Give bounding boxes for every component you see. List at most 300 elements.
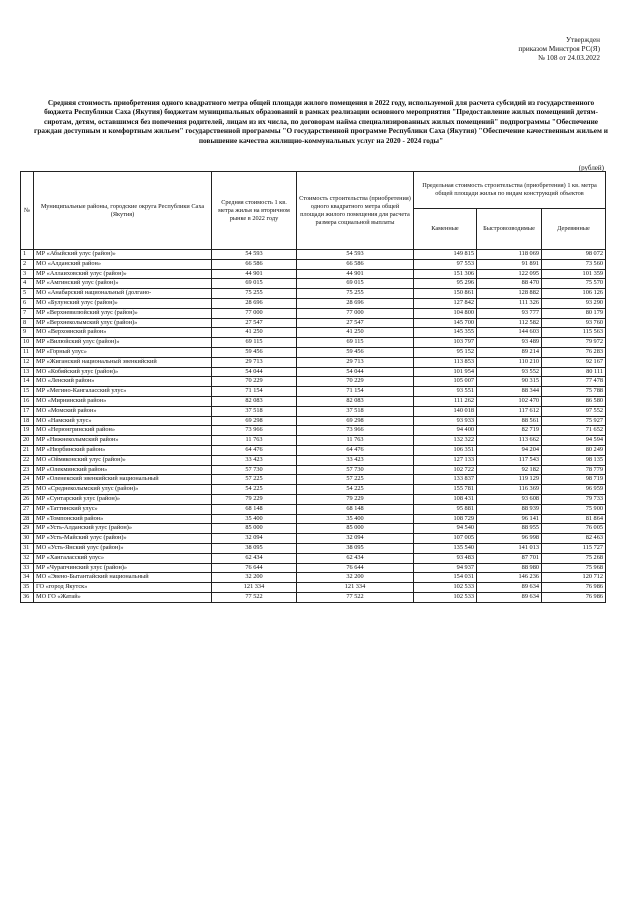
construction-cost-cell: 85 000	[297, 524, 414, 534]
wooden-cost-cell: 80 179	[542, 308, 606, 318]
construction-cost-cell: 69 015	[297, 279, 414, 289]
wooden-cost-cell: 96 959	[542, 485, 606, 495]
table-row	[21, 563, 606, 573]
stone-cost-cell: 95 881	[414, 504, 477, 514]
document-title: Средняя стоимость приобретения одного квадратного метра общей площади жилого помещения в 2022 году, используемой для расчета субсидий из государственного бюджета Республики Саха (Якутия) бюджетам муниципальных образований в рамках реализации основного мероприятия "Предоставление жилых помещений детям-сиротам, детям, оставшимся без попечения родителей, лицам из их числа, по договорам найма специализированных жилых помещений" подпрограммы "Обеспечение граждан доступным и комфортным жильем" государственной программы "О государственной программе Республики Саха (Якутия) "Обеспечение качественным жильем и повышение качества жилищно-коммунальных услуг на 2020 - 2024 годы"	[34, 98, 608, 145]
stone-cost-cell: 135 540	[414, 543, 477, 553]
stone-cost-cell: 93 551	[414, 387, 477, 397]
table-row	[21, 328, 606, 338]
stone-cost-cell: 93 483	[414, 553, 477, 563]
header-district: Муниципальные районы, городские округа Республики Саха (Якутия)	[34, 172, 212, 250]
avg-cost-cell: 71 154	[212, 387, 297, 397]
construction-cost-cell: 69 298	[297, 416, 414, 426]
wooden-cost-cell: 76 986	[542, 592, 606, 602]
avg-cost-cell: 85 000	[212, 524, 297, 534]
wooden-cost-cell: 77 478	[542, 377, 606, 387]
stone-cost-cell: 95 296	[414, 279, 477, 289]
table-row	[21, 259, 606, 269]
construction-cost-cell: 62 434	[297, 553, 414, 563]
row-number: 8	[21, 318, 34, 328]
wooden-cost-cell: 76 005	[542, 524, 606, 534]
table-body	[21, 250, 606, 603]
construction-cost-cell: 77 000	[297, 308, 414, 318]
construction-cost-cell: 77 522	[297, 592, 414, 602]
wooden-cost-cell: 78 779	[542, 465, 606, 475]
stone-cost-cell: 113 853	[414, 357, 477, 367]
stone-cost-cell: 108 431	[414, 494, 477, 504]
fast-erect-cost-cell: 128 882	[477, 289, 542, 299]
row-number: 22	[21, 455, 34, 465]
fast-erect-cost-cell: 88 955	[477, 524, 542, 534]
stone-cost-cell: 93 933	[414, 416, 477, 426]
unit-label: (рублей)	[578, 164, 604, 172]
stone-cost-cell: 154 031	[414, 573, 477, 583]
table-row	[21, 583, 606, 593]
row-number: 4	[21, 279, 34, 289]
row-number: 27	[21, 504, 34, 514]
avg-cost-cell: 69 115	[212, 338, 297, 348]
fast-erect-cost-cell: 87 701	[477, 553, 542, 563]
construction-cost-cell: 54 593	[297, 250, 414, 260]
district-name: МО «Усть-Янский улус (район)»	[34, 543, 212, 553]
district-name: МР «Оленекский эвенкийский национальный	[34, 475, 212, 485]
row-number: 34	[21, 573, 34, 583]
avg-cost-cell: 27 547	[212, 318, 297, 328]
district-name: МР «Мегино-Кангаласский улус»	[34, 387, 212, 397]
row-number: 14	[21, 377, 34, 387]
avg-cost-cell: 64 476	[212, 445, 297, 455]
stone-cost-cell: 149 815	[414, 250, 477, 260]
district-name: МР «Таттинский улус»	[34, 504, 212, 514]
wooden-cost-cell: 75 268	[542, 553, 606, 563]
table-row	[21, 416, 606, 426]
construction-cost-cell: 32 200	[297, 573, 414, 583]
table-row	[21, 308, 606, 318]
row-number: 20	[21, 436, 34, 446]
stone-cost-cell: 101 954	[414, 367, 477, 377]
stone-cost-cell: 102 533	[414, 592, 477, 602]
district-name: МО «Ленский район»	[34, 377, 212, 387]
avg-cost-cell: 11 763	[212, 436, 297, 446]
avg-cost-cell: 73 966	[212, 426, 297, 436]
row-number: 3	[21, 269, 34, 279]
fast-erect-cost-cell: 89 214	[477, 347, 542, 357]
district-name: МО «Оймяконский улус (район)»	[34, 455, 212, 465]
cost-table	[20, 171, 606, 603]
row-number: 26	[21, 494, 34, 504]
stone-cost-cell: 108 729	[414, 514, 477, 524]
construction-cost-cell: 28 696	[297, 298, 414, 308]
approval-line-3: № 108 от 24.03.2022	[537, 54, 600, 62]
table-row	[21, 289, 606, 299]
table-row	[21, 298, 606, 308]
wooden-cost-cell: 75 900	[542, 504, 606, 514]
stone-cost-cell: 102 722	[414, 465, 477, 475]
table-row	[21, 436, 606, 446]
avg-cost-cell: 33 423	[212, 455, 297, 465]
header-avg-cost: Средняя стоимость 1 кв. метра жилья на вторичном рынке в 2022 году	[212, 172, 297, 250]
row-number: 23	[21, 465, 34, 475]
stone-cost-cell: 94 540	[414, 524, 477, 534]
fast-erect-cost-cell: 111 326	[477, 298, 542, 308]
table-row	[21, 250, 606, 260]
district-name: МО «Момский район»	[34, 406, 212, 416]
fast-erect-cost-cell: 93 552	[477, 367, 542, 377]
fast-erect-cost-cell: 102 470	[477, 396, 542, 406]
table-row	[21, 426, 606, 436]
wooden-cost-cell: 86 580	[542, 396, 606, 406]
district-name: МР «Аллаиховский улус (район)»	[34, 269, 212, 279]
stone-cost-cell: 111 262	[414, 396, 477, 406]
avg-cost-cell: 68 148	[212, 504, 297, 514]
construction-cost-cell: 71 154	[297, 387, 414, 397]
construction-cost-cell: 73 966	[297, 426, 414, 436]
stone-cost-cell: 127 842	[414, 298, 477, 308]
district-name: МО «Мирнинский район»	[34, 396, 212, 406]
construction-cost-cell: 29 713	[297, 357, 414, 367]
stone-cost-cell: 95 152	[414, 347, 477, 357]
construction-cost-cell: 121 334	[297, 583, 414, 593]
construction-cost-cell: 32 094	[297, 534, 414, 544]
fast-erect-cost-cell: 116 369	[477, 485, 542, 495]
wooden-cost-cell: 71 652	[542, 426, 606, 436]
table-row	[21, 377, 606, 387]
table-row	[21, 406, 606, 416]
wooden-cost-cell: 98 135	[542, 455, 606, 465]
table-row	[21, 367, 606, 377]
district-name: МО «Намский улус»	[34, 416, 212, 426]
construction-cost-cell: 27 547	[297, 318, 414, 328]
stone-cost-cell: 151 306	[414, 269, 477, 279]
approval-block	[450, 36, 600, 63]
district-name: МР «Хангаласский улус»	[34, 553, 212, 563]
wooden-cost-cell: 76 986	[542, 583, 606, 593]
construction-cost-cell: 38 095	[297, 543, 414, 553]
header-fast-erect: Быстровозводимые	[477, 209, 542, 250]
table-row	[21, 445, 606, 455]
avg-cost-cell: 54 225	[212, 485, 297, 495]
row-number: 24	[21, 475, 34, 485]
construction-cost-cell: 68 148	[297, 504, 414, 514]
district-name: МО «Среднеколымский улус (район)»	[34, 485, 212, 495]
avg-cost-cell: 77 522	[212, 592, 297, 602]
fast-erect-cost-cell: 117 543	[477, 455, 542, 465]
avg-cost-cell: 54 044	[212, 367, 297, 377]
wooden-cost-cell: 115 563	[542, 328, 606, 338]
wooden-cost-cell: 101 359	[542, 269, 606, 279]
table-row	[21, 553, 606, 563]
row-number: 18	[21, 416, 34, 426]
district-name: МР «Амгинский улус (район)»	[34, 279, 212, 289]
table-row	[21, 357, 606, 367]
table-row	[21, 514, 606, 524]
fast-erect-cost-cell: 88 561	[477, 416, 542, 426]
avg-cost-cell: 38 095	[212, 543, 297, 553]
row-number: 10	[21, 338, 34, 348]
avg-cost-cell: 59 456	[212, 347, 297, 357]
wooden-cost-cell: 106 126	[542, 289, 606, 299]
fast-erect-cost-cell: 96 998	[477, 534, 542, 544]
row-number: 6	[21, 298, 34, 308]
table-row	[21, 338, 606, 348]
avg-cost-cell: 69 298	[212, 416, 297, 426]
district-name: МО «Анабарский национальный (долгано-	[34, 289, 212, 299]
wooden-cost-cell: 93 760	[542, 318, 606, 328]
table-row	[21, 387, 606, 397]
stone-cost-cell: 102 533	[414, 583, 477, 593]
stone-cost-cell: 94 400	[414, 426, 477, 436]
fast-erect-cost-cell: 118 069	[477, 250, 542, 260]
wooden-cost-cell: 93 290	[542, 298, 606, 308]
district-name: МР «Олекминский район»	[34, 465, 212, 475]
construction-cost-cell: 69 115	[297, 338, 414, 348]
table-row	[21, 485, 606, 495]
avg-cost-cell: 121 334	[212, 583, 297, 593]
fast-erect-cost-cell: 141 013	[477, 543, 542, 553]
stone-cost-cell: 94 937	[414, 563, 477, 573]
fast-erect-cost-cell: 88 980	[477, 563, 542, 573]
construction-cost-cell: 41 250	[297, 328, 414, 338]
avg-cost-cell: 82 083	[212, 396, 297, 406]
district-name: МР «Верхневилюйский улус (район)»	[34, 308, 212, 318]
stone-cost-cell: 145 355	[414, 328, 477, 338]
table-row	[21, 524, 606, 534]
wooden-cost-cell: 81 864	[542, 514, 606, 524]
stone-cost-cell: 127 133	[414, 455, 477, 465]
construction-cost-cell: 76 644	[297, 563, 414, 573]
wooden-cost-cell: 94 594	[542, 436, 606, 446]
avg-cost-cell: 57 730	[212, 465, 297, 475]
wooden-cost-cell: 80 249	[542, 445, 606, 455]
construction-cost-cell: 11 763	[297, 436, 414, 446]
construction-cost-cell: 54 225	[297, 485, 414, 495]
stone-cost-cell: 106 351	[414, 445, 477, 455]
avg-cost-cell: 28 696	[212, 298, 297, 308]
wooden-cost-cell: 97 552	[542, 406, 606, 416]
row-number: 7	[21, 308, 34, 318]
avg-cost-cell: 32 094	[212, 534, 297, 544]
row-number: 21	[21, 445, 34, 455]
table-row	[21, 534, 606, 544]
district-name: МР «Сунтарский улус (район)»	[34, 494, 212, 504]
table-row	[21, 543, 606, 553]
row-number: 28	[21, 514, 34, 524]
fast-erect-cost-cell: 89 634	[477, 592, 542, 602]
fast-erect-cost-cell: 119 129	[477, 475, 542, 485]
district-name: МР «Абыйский улус (район)»	[34, 250, 212, 260]
construction-cost-cell: 66 586	[297, 259, 414, 269]
district-name: МР «Нижнеколымский район»	[34, 436, 212, 446]
construction-cost-cell: 44 901	[297, 269, 414, 279]
avg-cost-cell: 66 586	[212, 259, 297, 269]
avg-cost-cell: 62 434	[212, 553, 297, 563]
fast-erect-cost-cell: 82 719	[477, 426, 542, 436]
construction-cost-cell: 75 255	[297, 289, 414, 299]
table-row	[21, 504, 606, 514]
table-row	[21, 592, 606, 602]
wooden-cost-cell: 75 968	[542, 563, 606, 573]
stone-cost-cell: 140 018	[414, 406, 477, 416]
row-number: 9	[21, 328, 34, 338]
district-name: МР «Усть-Алданский улус (район)»	[34, 524, 212, 534]
wooden-cost-cell: 98 719	[542, 475, 606, 485]
district-name: МР «Усть-Майский улус (район)»	[34, 534, 212, 544]
wooden-cost-cell: 82 463	[542, 534, 606, 544]
fast-erect-cost-cell: 93 777	[477, 308, 542, 318]
row-number: 11	[21, 347, 34, 357]
district-name: МР «Вилюйский улус (район)»	[34, 338, 212, 348]
wooden-cost-cell: 98 072	[542, 250, 606, 260]
avg-cost-cell: 75 255	[212, 289, 297, 299]
wooden-cost-cell: 92 167	[542, 357, 606, 367]
wooden-cost-cell: 115 727	[542, 543, 606, 553]
avg-cost-cell: 32 200	[212, 573, 297, 583]
fast-erect-cost-cell: 117 612	[477, 406, 542, 416]
table-row	[21, 494, 606, 504]
header-limit-cost: Предельная стоимость строительства (приобретения) 1 кв. метра общей площади жилья по видам конструкций объектов	[414, 172, 606, 209]
wooden-cost-cell: 80 111	[542, 367, 606, 377]
district-name: МО «Кобяйский улус (район)»	[34, 367, 212, 377]
table-row	[21, 318, 606, 328]
construction-cost-cell: 59 456	[297, 347, 414, 357]
fast-erect-cost-cell: 91 891	[477, 259, 542, 269]
district-name: МО ГО «Жатай»	[34, 592, 212, 602]
row-number: 32	[21, 553, 34, 563]
avg-cost-cell: 76 644	[212, 563, 297, 573]
table-row	[21, 279, 606, 289]
fast-erect-cost-cell: 146 236	[477, 573, 542, 583]
avg-cost-cell: 70 229	[212, 377, 297, 387]
row-number: 35	[21, 583, 34, 593]
district-name: МР «Чурапчинский улус (район)»	[34, 563, 212, 573]
district-name: ГО «город Якутск»	[34, 583, 212, 593]
row-number: 16	[21, 396, 34, 406]
row-number: 31	[21, 543, 34, 553]
wooden-cost-cell: 79 972	[542, 338, 606, 348]
wooden-cost-cell: 79 733	[542, 494, 606, 504]
row-number: 33	[21, 563, 34, 573]
table-row	[21, 573, 606, 583]
district-name: МО «Алданский район»	[34, 259, 212, 269]
fast-erect-cost-cell: 89 634	[477, 583, 542, 593]
stone-cost-cell: 145 700	[414, 318, 477, 328]
construction-cost-cell: 79 229	[297, 494, 414, 504]
row-number: 30	[21, 534, 34, 544]
row-number: 12	[21, 357, 34, 367]
fast-erect-cost-cell: 88 939	[477, 504, 542, 514]
fast-erect-cost-cell: 92 182	[477, 465, 542, 475]
district-name: МО «Нерюнгринский район»	[34, 426, 212, 436]
wooden-cost-cell: 75 570	[542, 279, 606, 289]
row-number: 5	[21, 289, 34, 299]
avg-cost-cell: 54 593	[212, 250, 297, 260]
avg-cost-cell: 29 713	[212, 357, 297, 367]
row-number: 1	[21, 250, 34, 260]
wooden-cost-cell: 75 788	[542, 387, 606, 397]
stone-cost-cell: 105 007	[414, 377, 477, 387]
table-row	[21, 269, 606, 279]
construction-cost-cell: 57 225	[297, 475, 414, 485]
fast-erect-cost-cell: 88 344	[477, 387, 542, 397]
construction-cost-cell: 33 423	[297, 455, 414, 465]
construction-cost-cell: 64 476	[297, 445, 414, 455]
table-row	[21, 396, 606, 406]
row-number: 25	[21, 485, 34, 495]
avg-cost-cell: 44 901	[212, 269, 297, 279]
avg-cost-cell: 57 225	[212, 475, 297, 485]
approval-line-2: приказом Минстроя РС(Я)	[518, 45, 600, 53]
avg-cost-cell: 69 015	[212, 279, 297, 289]
header-stone: Каменные	[414, 209, 477, 250]
row-number: 15	[21, 387, 34, 397]
wooden-cost-cell: 73 560	[542, 259, 606, 269]
approval-line-1: Утвержден	[565, 36, 600, 44]
wooden-cost-cell: 120 712	[542, 573, 606, 583]
avg-cost-cell: 79 229	[212, 494, 297, 504]
fast-erect-cost-cell: 88 470	[477, 279, 542, 289]
stone-cost-cell: 103 797	[414, 338, 477, 348]
fast-erect-cost-cell: 122 095	[477, 269, 542, 279]
wooden-cost-cell: 76 283	[542, 347, 606, 357]
district-name: МР «Нюрбинский район»	[34, 445, 212, 455]
construction-cost-cell: 70 229	[297, 377, 414, 387]
district-name: МР «Верхнеколымский улус (район)»	[34, 318, 212, 328]
avg-cost-cell: 35 400	[212, 514, 297, 524]
stone-cost-cell: 150 861	[414, 289, 477, 299]
table-row	[21, 347, 606, 357]
construction-cost-cell: 57 730	[297, 465, 414, 475]
fast-erect-cost-cell: 110 210	[477, 357, 542, 367]
construction-cost-cell: 54 044	[297, 367, 414, 377]
avg-cost-cell: 77 000	[212, 308, 297, 318]
header-wooden: Деревянные	[542, 209, 606, 250]
stone-cost-cell: 104 800	[414, 308, 477, 318]
district-name: МР «Жиганский национальный эвенкийский	[34, 357, 212, 367]
row-number: 17	[21, 406, 34, 416]
row-number: 2	[21, 259, 34, 269]
construction-cost-cell: 82 083	[297, 396, 414, 406]
district-name: МО «Верхоянский район»	[34, 328, 212, 338]
fast-erect-cost-cell: 90 315	[477, 377, 542, 387]
stone-cost-cell: 132 322	[414, 436, 477, 446]
avg-cost-cell: 41 250	[212, 328, 297, 338]
stone-cost-cell: 155 781	[414, 485, 477, 495]
district-name: МР «Томпонский район»	[34, 514, 212, 524]
table-row	[21, 455, 606, 465]
header-num: №	[21, 172, 34, 250]
district-name: МР «Горный улус»	[34, 347, 212, 357]
stone-cost-cell: 97 553	[414, 259, 477, 269]
row-number: 19	[21, 426, 34, 436]
fast-erect-cost-cell: 112 582	[477, 318, 542, 328]
row-number: 29	[21, 524, 34, 534]
fast-erect-cost-cell: 113 662	[477, 436, 542, 446]
row-number: 13	[21, 367, 34, 377]
construction-cost-cell: 37 518	[297, 406, 414, 416]
fast-erect-cost-cell: 96 141	[477, 514, 542, 524]
fast-erect-cost-cell: 93 608	[477, 494, 542, 504]
header-construction-cost: Стоимость строительства (приобретения) одного квадратного метра общей площади жилого помещения для расчета размера социальной выплаты	[297, 172, 414, 250]
construction-cost-cell: 35 400	[297, 514, 414, 524]
district-name: МО «Эвено-Бытантайский национальный	[34, 573, 212, 583]
stone-cost-cell: 107 005	[414, 534, 477, 544]
table-row	[21, 475, 606, 485]
row-number: 36	[21, 592, 34, 602]
fast-erect-cost-cell: 94 204	[477, 445, 542, 455]
district-name: МО «Булунский улус (район)»	[34, 298, 212, 308]
wooden-cost-cell: 75 927	[542, 416, 606, 426]
fast-erect-cost-cell: 93 489	[477, 338, 542, 348]
